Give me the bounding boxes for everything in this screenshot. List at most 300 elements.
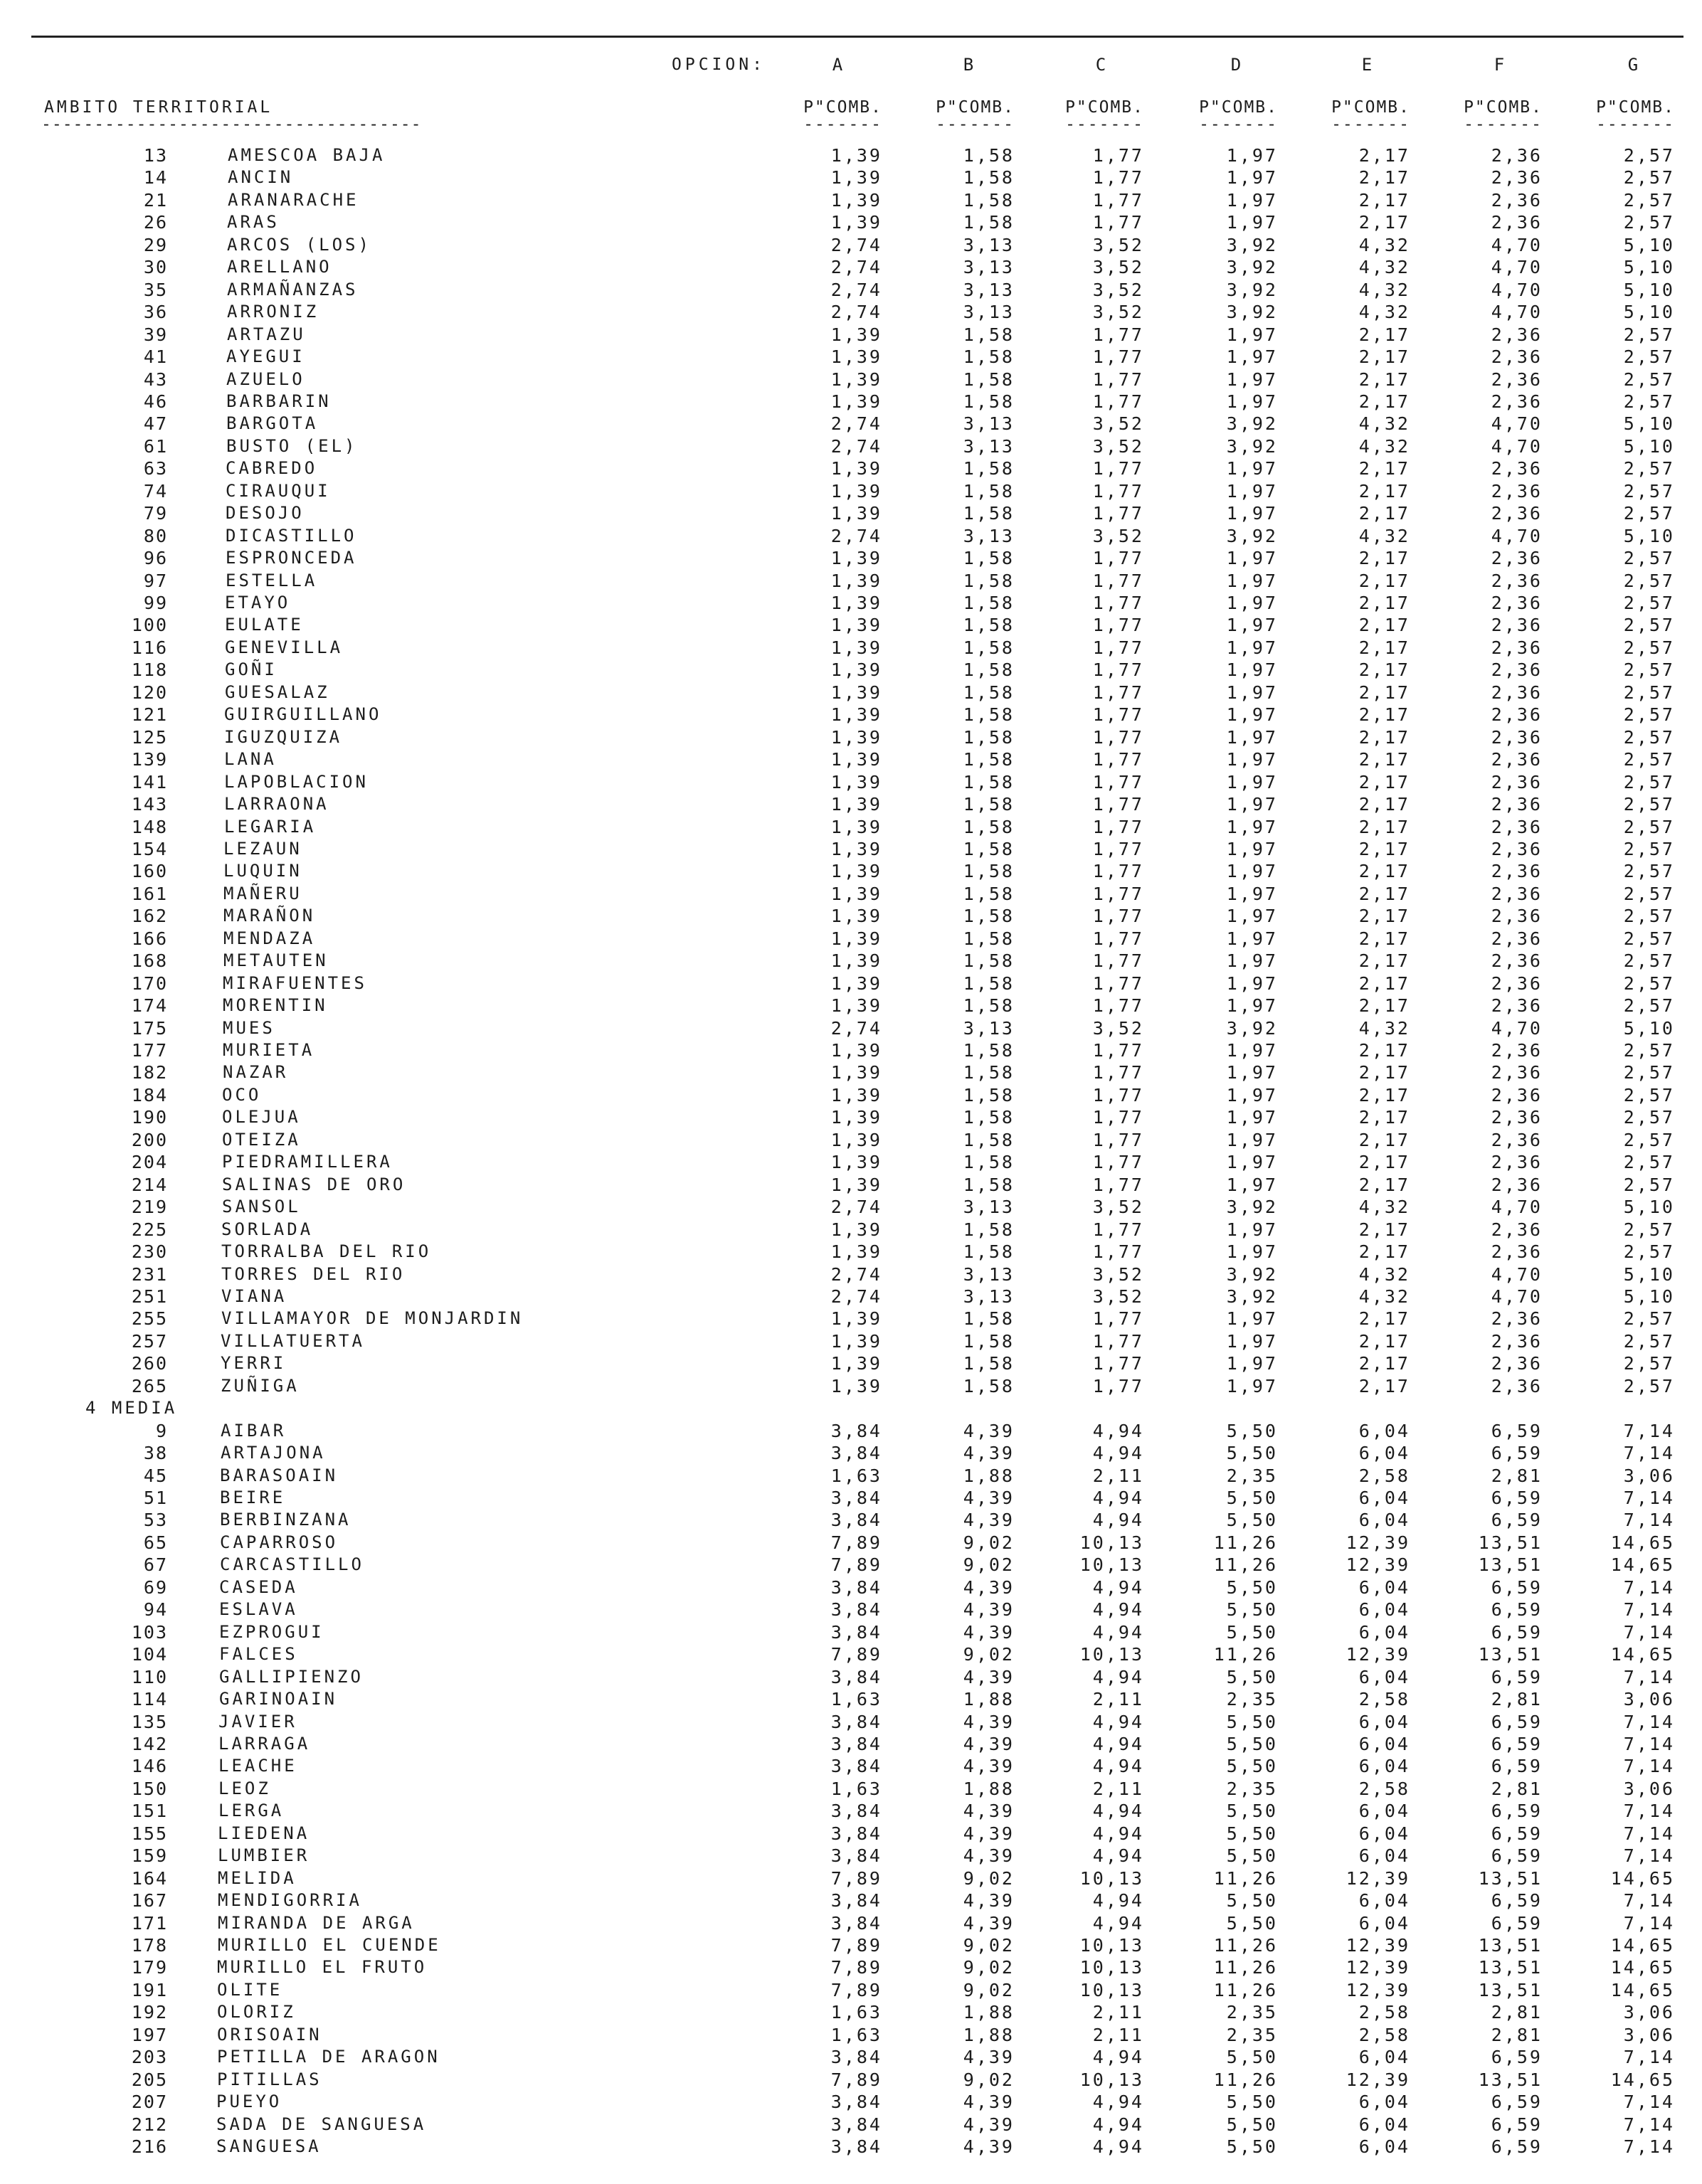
table-row [0, 1845, 1702, 1867]
value-option-e: 2,17 [1358, 726, 1410, 748]
value-option-a: 3,84 [830, 1801, 882, 1822]
value-option-a: 1,39 [830, 593, 882, 613]
value-option-b: 9,02 [963, 1957, 1015, 1978]
municipality-code: 143 [131, 794, 168, 815]
table-row [0, 1733, 1702, 1755]
municipality-name: ESLAVA [219, 1599, 298, 1620]
pcomb-rule-b: ------- [936, 115, 1015, 134]
value-option-d: 1,97 [1226, 480, 1278, 502]
value-option-g: 5,10 [1623, 435, 1675, 457]
value-option-g: 7,14 [1623, 1510, 1675, 1531]
value-option-c: 1,77 [1092, 503, 1144, 524]
value-option-a: 1,39 [830, 1174, 882, 1195]
value-option-g: 5,10 [1623, 1197, 1675, 1218]
value-option-a: 1,39 [830, 1241, 882, 1263]
value-option-g: 2,57 [1623, 503, 1675, 524]
value-option-c: 4,94 [1092, 1756, 1144, 1777]
municipality-name: LARRAGA [218, 1733, 311, 1754]
table-row [0, 1823, 1702, 1845]
municipality-code: 69 [143, 1576, 168, 1598]
value-option-e: 2,17 [1358, 1084, 1410, 1106]
value-option-d: 11,26 [1213, 1867, 1278, 1889]
value-option-g: 14,65 [1610, 1532, 1675, 1553]
value-option-g: 3,06 [1623, 2002, 1675, 2023]
value-option-a: 1,39 [830, 480, 882, 502]
value-option-d: 5,50 [1226, 1912, 1278, 1934]
value-option-a: 3,84 [830, 1666, 882, 1687]
value-option-d: 5,50 [1226, 2136, 1278, 2158]
value-option-d: 5,50 [1226, 1756, 1278, 1777]
value-option-a: 1,39 [830, 749, 882, 770]
table-row [0, 369, 1702, 391]
value-option-g: 7,14 [1623, 1890, 1675, 1912]
value-option-b: 1,58 [963, 1308, 1015, 1330]
municipality-name: EZPROGUI [219, 1621, 324, 1642]
value-option-f: 4,70 [1491, 1263, 1543, 1285]
table-row [0, 883, 1702, 905]
value-option-g: 7,14 [1623, 2047, 1675, 2068]
value-option-b: 4,39 [963, 1488, 1015, 1508]
value-option-f: 2,36 [1491, 906, 1543, 927]
value-option-b: 1,58 [963, 771, 1015, 793]
value-option-f: 13,51 [1478, 1979, 1543, 2000]
value-option-e: 2,17 [1358, 346, 1410, 368]
value-option-g: 2,57 [1623, 1174, 1675, 1195]
municipality-code: 159 [131, 1845, 168, 1867]
municipality-code: 47 [143, 413, 168, 435]
value-option-d: 5,50 [1226, 1666, 1278, 1687]
value-option-d: 2,35 [1226, 1778, 1278, 1799]
pcomb-label-g: P"COMB. [1596, 98, 1675, 117]
pcomb-rule-g: ------- [1596, 115, 1675, 134]
table-row [0, 1487, 1702, 1509]
value-option-e: 6,04 [1358, 1510, 1410, 1531]
value-option-b: 4,39 [963, 2047, 1015, 2068]
value-option-e: 2,17 [1358, 503, 1410, 524]
municipality-code: 265 [131, 1375, 168, 1396]
value-option-a: 1,39 [830, 883, 882, 904]
value-option-b: 1,58 [963, 861, 1015, 882]
value-option-d: 1,97 [1226, 346, 1278, 368]
table-row [0, 816, 1702, 838]
table-row [0, 905, 1702, 927]
value-option-b: 1,58 [963, 1107, 1015, 1128]
municipality-name: FALCES [219, 1644, 298, 1665]
value-option-g: 2,57 [1623, 1084, 1675, 1106]
value-option-e: 2,17 [1358, 771, 1410, 793]
value-option-c: 10,13 [1079, 1532, 1144, 1553]
value-option-f: 2,36 [1491, 704, 1543, 726]
value-option-b: 1,88 [963, 2002, 1015, 2023]
municipality-code: 26 [143, 212, 168, 233]
value-option-b: 1,58 [963, 346, 1015, 368]
municipality-code: 190 [131, 1107, 168, 1128]
municipality-name: OLEJUA [222, 1107, 301, 1128]
value-option-d: 5,50 [1226, 1420, 1278, 1441]
value-option-c: 4,94 [1092, 1801, 1144, 1822]
municipality-code: 230 [131, 1241, 168, 1263]
value-option-g: 5,10 [1623, 1017, 1675, 1039]
value-option-f: 2,36 [1491, 816, 1543, 837]
value-option-c: 1,77 [1092, 1330, 1144, 1352]
value-option-g: 7,14 [1623, 2114, 1675, 2135]
value-option-a: 1,39 [830, 391, 882, 412]
municipality-name: CARCASTILLO [220, 1554, 364, 1575]
value-option-a: 1,39 [830, 189, 882, 211]
value-option-g: 7,14 [1623, 1488, 1675, 1508]
municipality-name: AIBAR [221, 1420, 287, 1441]
value-option-c: 1,77 [1092, 749, 1144, 770]
value-option-c: 1,77 [1092, 369, 1144, 390]
table-row [0, 2046, 1702, 2068]
municipality-name: BARBARIN [226, 391, 332, 411]
value-option-e: 2,17 [1358, 570, 1410, 591]
municipality-name: LAPOBLACION [224, 771, 369, 792]
value-option-f: 6,59 [1491, 1733, 1543, 1754]
municipality-code: 46 [143, 391, 168, 412]
value-option-e: 2,58 [1358, 1689, 1410, 1710]
value-option-f: 2,81 [1491, 1778, 1543, 1799]
value-option-e: 12,39 [1346, 2069, 1410, 2090]
value-option-g: 7,14 [1623, 1801, 1675, 1822]
value-option-g: 2,57 [1623, 167, 1675, 189]
municipality-code: 154 [131, 838, 168, 859]
value-option-c: 1,77 [1092, 928, 1144, 949]
municipality-name: CASEDA [219, 1576, 298, 1597]
value-option-e: 2,17 [1358, 1040, 1410, 1061]
municipality-code: 164 [131, 1867, 168, 1889]
value-option-g: 3,06 [1623, 1465, 1675, 1486]
value-option-g: 7,14 [1623, 1912, 1675, 1934]
value-option-a: 1,39 [830, 324, 882, 345]
value-option-b: 1,58 [963, 1353, 1015, 1374]
value-option-e: 4,32 [1358, 279, 1410, 300]
municipality-code: 13 [143, 145, 168, 166]
value-option-b: 1,58 [963, 189, 1015, 211]
municipality-name: AMESCOA BAJA [228, 145, 386, 165]
value-option-e: 2,17 [1358, 1174, 1410, 1195]
value-option-a: 1,39 [830, 212, 882, 233]
table-row [0, 1061, 1702, 1083]
municipality-name: TORRES DEL RIO [221, 1263, 406, 1284]
municipality-code: 203 [131, 2047, 168, 2068]
value-option-b: 9,02 [963, 1867, 1015, 1889]
value-option-c: 10,13 [1079, 1867, 1144, 1889]
municipality-name: OLORIZ [217, 2002, 296, 2023]
value-option-e: 2,17 [1358, 369, 1410, 390]
value-option-b: 1,58 [963, 1062, 1015, 1083]
value-option-c: 10,13 [1079, 1644, 1144, 1665]
table-row [0, 1576, 1702, 1599]
municipality-name: YERRI [221, 1353, 287, 1374]
value-option-c: 4,94 [1092, 1488, 1144, 1508]
value-option-a: 1,39 [830, 928, 882, 949]
value-option-c: 4,94 [1092, 1711, 1144, 1732]
value-option-d: 5,50 [1226, 1733, 1278, 1754]
value-option-b: 3,13 [963, 257, 1015, 278]
value-option-f: 2,36 [1491, 794, 1543, 815]
ambito-rule: ------------------------------------ [41, 115, 422, 134]
municipality-code: 216 [131, 2136, 168, 2158]
municipality-name: MIRANDA DE ARGA [218, 1912, 415, 1933]
table-row [0, 1979, 1702, 2001]
value-option-g: 2,57 [1623, 1330, 1675, 1352]
value-option-g: 2,57 [1623, 972, 1675, 994]
value-option-g: 7,14 [1623, 2136, 1675, 2158]
value-option-b: 3,13 [963, 435, 1015, 457]
value-option-d: 3,92 [1226, 257, 1278, 278]
value-option-g: 2,57 [1623, 995, 1675, 1017]
municipality-code: 160 [131, 861, 168, 882]
value-option-a: 1,39 [830, 458, 882, 479]
value-option-b: 1,88 [963, 1689, 1015, 1710]
table-row [0, 413, 1702, 435]
value-option-g: 2,57 [1623, 1353, 1675, 1374]
value-option-d: 3,92 [1226, 1263, 1278, 1285]
value-option-d: 3,92 [1226, 302, 1278, 323]
value-option-d: 1,97 [1226, 548, 1278, 569]
table-row [0, 1129, 1702, 1151]
value-option-g: 2,57 [1623, 458, 1675, 479]
value-option-c: 4,94 [1092, 1733, 1144, 1754]
table-row [0, 1688, 1702, 1710]
value-option-f: 2,36 [1491, 615, 1543, 636]
value-option-f: 6,59 [1491, 1890, 1543, 1912]
value-option-c: 1,77 [1092, 346, 1144, 368]
municipality-code: 231 [131, 1263, 168, 1285]
value-option-e: 2,17 [1358, 1308, 1410, 1330]
value-option-d: 5,50 [1226, 2114, 1278, 2135]
value-option-e: 2,17 [1358, 972, 1410, 994]
table-row [0, 1509, 1702, 1531]
value-option-a: 1,39 [830, 1129, 882, 1150]
value-option-c: 1,77 [1092, 570, 1144, 591]
municipality-name: ESTELLA [226, 570, 318, 590]
municipality-name: GOÑI [225, 659, 278, 680]
table-row [0, 1643, 1702, 1665]
value-option-d: 3,92 [1226, 413, 1278, 435]
value-option-d: 1,97 [1226, 1040, 1278, 1061]
value-option-f: 6,59 [1491, 1599, 1543, 1621]
value-option-c: 1,77 [1092, 212, 1144, 233]
municipality-code: 205 [131, 2069, 168, 2090]
value-option-f: 2,36 [1491, 369, 1543, 390]
value-option-f: 2,36 [1491, 1107, 1543, 1128]
value-option-b: 1,58 [963, 1040, 1015, 1061]
table-row [0, 1196, 1702, 1218]
table-row [0, 256, 1702, 278]
municipality-code: 135 [131, 1711, 168, 1732]
value-option-c: 1,77 [1092, 458, 1144, 479]
pcomb-label-b: P"COMB. [936, 98, 1015, 117]
value-option-e: 2,17 [1358, 659, 1410, 681]
value-option-a: 1,39 [830, 570, 882, 591]
municipality-code: 167 [131, 1890, 168, 1912]
table-row [0, 144, 1702, 166]
value-option-e: 6,04 [1358, 1912, 1410, 1934]
value-option-d: 11,26 [1213, 1554, 1278, 1576]
value-option-e: 12,39 [1346, 1979, 1410, 2000]
value-option-g: 2,57 [1623, 794, 1675, 815]
municipality-code: 29 [143, 234, 168, 255]
municipality-name: LEGARIA [224, 816, 317, 837]
municipality-name: LEOZ [218, 1778, 271, 1798]
value-option-b: 4,39 [963, 2114, 1015, 2135]
value-option-a: 1,39 [830, 682, 882, 703]
value-option-a: 2,74 [830, 234, 882, 255]
table-row [0, 726, 1702, 748]
value-option-b: 4,39 [963, 1823, 1015, 1844]
value-option-f: 2,36 [1491, 1152, 1543, 1173]
municipality-name: JAVIER [218, 1711, 297, 1732]
value-option-b: 3,13 [963, 413, 1015, 435]
value-option-b: 4,39 [963, 1510, 1015, 1531]
value-option-e: 2,17 [1358, 189, 1410, 211]
municipality-name: VIANA [221, 1286, 287, 1306]
value-option-c: 1,77 [1092, 1107, 1144, 1128]
value-option-e: 2,17 [1358, 995, 1410, 1017]
value-option-f: 2,36 [1491, 726, 1543, 748]
value-option-g: 5,10 [1623, 234, 1675, 255]
value-option-c: 3,52 [1092, 1197, 1144, 1218]
value-option-c: 3,52 [1092, 1017, 1144, 1039]
table-row [0, 346, 1702, 368]
value-option-e: 2,17 [1358, 861, 1410, 882]
value-option-g: 7,14 [1623, 1756, 1675, 1777]
value-option-e: 2,17 [1358, 458, 1410, 479]
value-option-e: 2,17 [1358, 1375, 1410, 1396]
value-option-c: 3,52 [1092, 279, 1144, 300]
table-row [0, 1017, 1702, 1039]
value-option-b: 4,39 [963, 1576, 1015, 1598]
value-option-d: 11,26 [1213, 2069, 1278, 2090]
value-option-d: 3,92 [1226, 279, 1278, 300]
value-option-c: 4,94 [1092, 1621, 1144, 1643]
value-option-f: 6,59 [1491, 1711, 1543, 1732]
value-option-b: 1,58 [963, 749, 1015, 770]
municipality-code: 80 [143, 525, 168, 546]
value-option-a: 2,74 [830, 435, 882, 457]
value-option-a: 1,63 [830, 2024, 882, 2045]
value-option-f: 6,59 [1491, 1845, 1543, 1867]
table-row [0, 1174, 1702, 1196]
value-option-a: 3,84 [830, 1510, 882, 1531]
value-option-f: 2,36 [1491, 1353, 1543, 1374]
value-option-a: 1,39 [830, 615, 882, 636]
value-option-f: 4,70 [1491, 1017, 1543, 1039]
value-option-c: 4,94 [1092, 1576, 1144, 1598]
value-option-a: 1,39 [830, 167, 882, 189]
value-option-e: 6,04 [1358, 1488, 1410, 1508]
municipality-name: GALLIPIENZO [219, 1666, 364, 1687]
value-option-d: 11,26 [1213, 1957, 1278, 1978]
value-option-a: 1,39 [830, 145, 882, 166]
value-option-a: 1,39 [830, 950, 882, 972]
value-option-c: 1,77 [1092, 816, 1144, 837]
value-option-g: 7,14 [1623, 1711, 1675, 1732]
value-option-c: 4,94 [1092, 1845, 1144, 1867]
municipality-name: GENEVILLA [225, 637, 344, 657]
value-option-g: 2,57 [1623, 1308, 1675, 1330]
table-row [0, 1330, 1702, 1352]
municipality-code: 184 [131, 1084, 168, 1106]
value-option-b: 1,58 [963, 615, 1015, 636]
value-option-g: 5,10 [1623, 1263, 1675, 1285]
value-option-a: 1,39 [830, 1084, 882, 1106]
value-option-d: 2,35 [1226, 2002, 1278, 2023]
value-option-c: 10,13 [1079, 1554, 1144, 1576]
municipality-code: 104 [131, 1644, 168, 1665]
value-option-c: 2,11 [1092, 2024, 1144, 2045]
value-option-a: 3,84 [830, 1443, 882, 1464]
value-option-d: 1,97 [1226, 838, 1278, 859]
value-option-f: 6,59 [1491, 1621, 1543, 1643]
value-option-d: 1,97 [1226, 369, 1278, 390]
value-option-c: 4,94 [1092, 1443, 1144, 1464]
municipality-code: 207 [131, 2092, 168, 2113]
value-option-f: 13,51 [1478, 1644, 1543, 1665]
value-option-e: 12,39 [1346, 1957, 1410, 1978]
municipality-name: PITILLAS [217, 2069, 322, 2089]
value-option-f: 6,59 [1491, 1756, 1543, 1777]
value-option-f: 2,36 [1491, 928, 1543, 949]
value-option-d: 1,97 [1226, 615, 1278, 636]
value-option-g: 7,14 [1623, 1823, 1675, 1844]
value-option-g: 2,57 [1623, 726, 1675, 748]
value-option-b: 1,58 [963, 480, 1015, 502]
municipality-name: LEACHE [218, 1756, 297, 1776]
value-option-f: 6,59 [1491, 2047, 1543, 2068]
value-option-g: 5,10 [1623, 302, 1675, 323]
value-option-d: 5,50 [1226, 2092, 1278, 2113]
value-option-f: 2,36 [1491, 346, 1543, 368]
value-option-e: 6,04 [1358, 1576, 1410, 1598]
value-option-f: 2,81 [1491, 2024, 1543, 2045]
value-option-f: 2,36 [1491, 458, 1543, 479]
value-option-d: 1,97 [1226, 503, 1278, 524]
value-option-a: 1,39 [830, 816, 882, 837]
municipality-name: MIRAFUENTES [223, 972, 367, 993]
value-option-c: 2,11 [1092, 1778, 1144, 1799]
value-option-e: 2,58 [1358, 1465, 1410, 1486]
municipality-name: ARELLANO [227, 257, 332, 277]
municipality-code: 9 [155, 1420, 168, 1441]
value-option-a: 1,39 [830, 503, 882, 524]
value-option-c: 4,94 [1092, 2092, 1144, 2113]
municipality-code: 142 [131, 1733, 168, 1754]
value-option-d: 1,97 [1226, 324, 1278, 345]
value-option-a: 2,74 [830, 1286, 882, 1307]
value-option-c: 4,94 [1092, 2114, 1144, 2135]
table-row [0, 189, 1702, 211]
value-option-d: 1,97 [1226, 771, 1278, 793]
table-row [0, 1106, 1702, 1128]
value-option-f: 2,36 [1491, 861, 1543, 882]
municipality-code: 121 [131, 704, 168, 726]
section-title: 4 MEDIA [85, 1398, 178, 1419]
value-option-b: 1,58 [963, 548, 1015, 569]
value-option-e: 6,04 [1358, 2136, 1410, 2158]
value-option-c: 1,77 [1092, 1084, 1144, 1106]
municipality-name: ARRONIZ [227, 302, 319, 322]
municipality-name: LANA [224, 749, 277, 770]
value-option-b: 4,39 [963, 1890, 1015, 1912]
table-row [0, 2024, 1702, 2046]
value-option-d: 1,97 [1226, 458, 1278, 479]
municipality-name: LERGA [218, 1801, 285, 1821]
municipality-name: MARAÑON [223, 906, 316, 926]
value-option-f: 13,51 [1478, 1935, 1543, 1956]
